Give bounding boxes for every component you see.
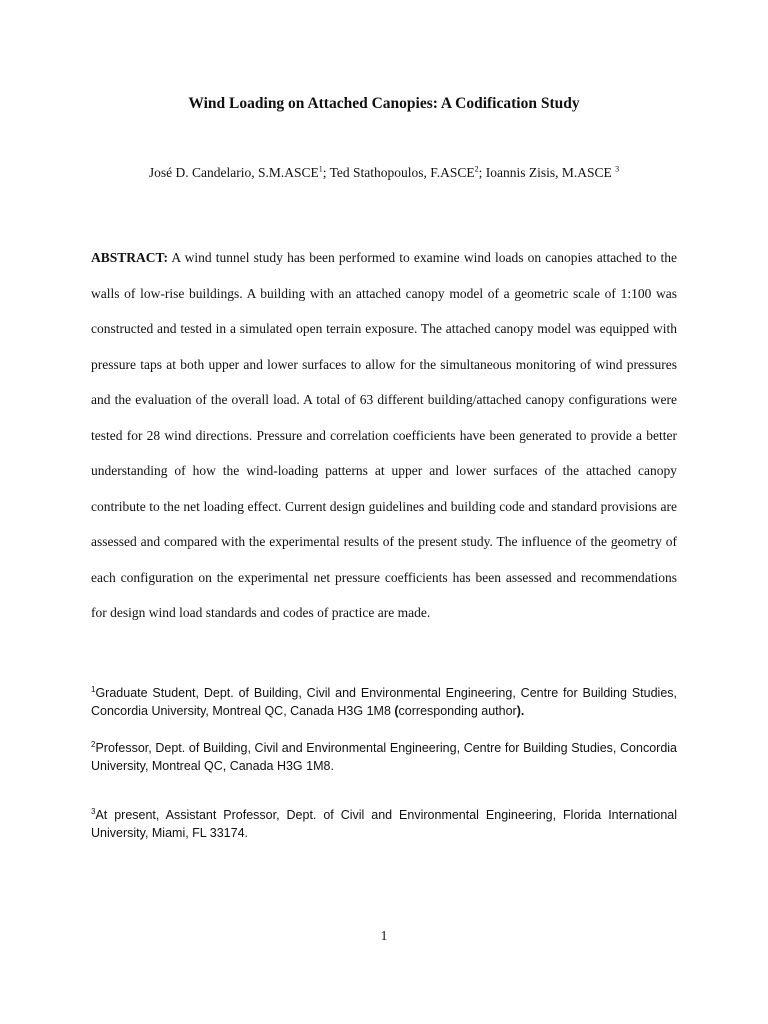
abstract-paragraph bbox=[91, 240, 677, 631]
abstract-text: A wind tunnel study has been performed to examine wind loads on canopies attached to the walls of low-rise buildings. A building with an attached canopy model of a geometric scale of 1:100 was constructed and tested in a simulated open terrain exposure. The attached canopy model was equipped with pressure taps at both upper and lower surfaces to allow for the simultaneous monitoring of wind pressures and the evaluation of the overall load. A total of 63 different building/attached canopy configurations were tested for 28 wind directions. Pressure and correlation coefficients have been generated to provide a better understanding of how the wind-loading patterns at upper and lower surfaces of the attached canopy contribute to the net loading effect. Current design guidelines and building code and standard provisions are assessed and compared with the experimental results of the present study. The influence of the geometry of each configuration on the experimental net pressure coefficients has been assessed and recommendations for design wind load standards and codes of practice are made. bbox=[91, 250, 677, 620]
author-separator: ; bbox=[322, 165, 330, 180]
footnote-1-paren-open: ( bbox=[394, 704, 399, 718]
author-3-name: Ioannis Zisis, M.ASCE bbox=[485, 165, 616, 180]
footnote-2-mark: 2 bbox=[91, 739, 96, 749]
author-1-affiliation-mark: 1 bbox=[318, 164, 323, 174]
footnote-1-mark: 1 bbox=[91, 684, 96, 694]
page-number: 1 bbox=[380, 928, 388, 943]
footnote-3 bbox=[91, 806, 677, 842]
footnote-1-paren-close: ). bbox=[516, 704, 525, 718]
footnote-2-text: Professor, Dept. of Building, Civil and Environmental Engineering, Centre for Building Studies, Concordia University, Montreal QC, Canada H3G 1M8. bbox=[91, 741, 677, 773]
footnote-1-note: corresponding author bbox=[398, 704, 517, 718]
paper-title: Wind Loading on Attached Canopies: A Codification Study bbox=[188, 95, 580, 112]
author-2-name: Ted Stathopoulos, F.ASCE bbox=[329, 165, 475, 180]
abstract-label: ABSTRACT: bbox=[91, 250, 169, 265]
footnote-2 bbox=[91, 739, 677, 775]
footnote-1 bbox=[91, 684, 677, 720]
footnote-3-mark: 3 bbox=[91, 806, 96, 816]
author-2-affiliation-mark: 2 bbox=[474, 164, 479, 174]
author-1-name: José D. Candelario, S.M.ASCE bbox=[148, 165, 319, 180]
author-separator: ; bbox=[478, 165, 486, 180]
author-line bbox=[0, 164, 768, 182]
footnote-1-text: Graduate Student, Dept. of Building, Civil and Environmental Engineering, Centre for Building Studies, Concordia University, Montreal QC, Canada H3G 1M8 bbox=[91, 686, 677, 718]
footnote-3-text: At present, Assistant Professor, Dept. of Civil and Environmental Engineering, Florida International University, Miami, FL 33174. bbox=[91, 808, 677, 840]
author-3-affiliation-mark: 3 bbox=[615, 164, 620, 174]
